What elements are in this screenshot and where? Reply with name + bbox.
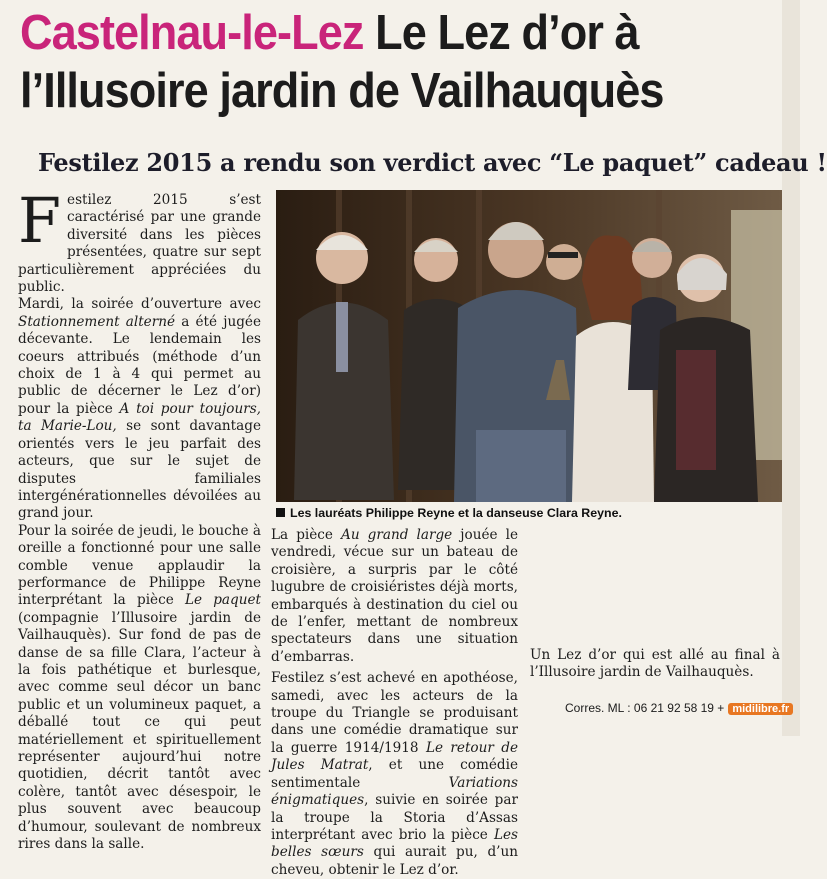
- midilibre-logo: midilibre.fr: [728, 703, 793, 715]
- credit-label: Corres. ML : 06 21 92 58 19 +: [565, 701, 725, 715]
- correspondent-credit: [565, 701, 793, 715]
- drop-cap: F: [18, 184, 62, 257]
- photo-caption: Les lauréats Philippe Reyne et la danseuse Clara Reyne.: [276, 506, 782, 520]
- paragraph-2: Mardi, la soirée d’ouverture avec Stationnement alterné a été jugée décevante. Le lendemain les coeurs attribués (méthode d’un choix de 1 à 4 qui permet au public de décerner le Lez d’or) pour la pièce A toi pour toujours, ta Marie-Lou, se sont davantage orientés vers le jeu parfait des acteurs, que sur le sujet de disputes familiales intergénérationnelles dévoilées au grand jour.: [18, 296, 262, 522]
- article-column-3: [530, 527, 780, 682]
- headline: [20, 4, 728, 120]
- headline-line2: l’Illusoire jardin de Vailhauquès: [20, 64, 664, 118]
- adjacent-page-edge: [782, 0, 800, 736]
- paragraph-6: Un Lez d’or qui est allé au final à l’Illusoire jardin de Vailhauquès.: [530, 647, 780, 681]
- paragraph-4: La pièce Au grand large jouée le vendredi, vécue sur un bateau de croisière, a surpris par le côté lugubre de croisiéristes déjà morts, embarqués à destination du ciel ou de l’enfer, mettant de nombreux spectateurs dans une situation d’embarras.: [271, 527, 518, 665]
- paragraph-5: Festilez s’est achevé en apothéose, samedi, avec les acteurs de la troupe du Triangle se produisant dans une comédie dramatique sur la guerre 1914/1918 Le retour de Jules Matrat, et une comédie sentimentale Variations énigmatiques, suivie en soirée par la troupe la Storia d’Assas interprétant avec brio la pièce Les belles sœurs qui aurait pu, d’un cheveu, obtenir le Lez d’or.: [271, 670, 519, 878]
- caption-square-icon: [276, 508, 285, 517]
- paragraph-1: Festilez 2015 s’est caractérisé par une grande diversité dans les pièces présentées, quatre sur sept particulièrement appréciées du public.: [18, 184, 261, 296]
- photo-laureates: [276, 190, 782, 502]
- headline-line1: Le Lez d’or à: [363, 6, 639, 60]
- article-column-2: [271, 527, 518, 879]
- paragraph-3: Pour la soirée de jeudi, le bouche à oreille a fonctionné pour une salle comble venue applaudir la performance de Philippe Reyne interprétant la pièce Le paquet (compagnie l’Illusoire jardin de Vailhauquès). Sur fond de pas de danse de sa fille Clara, l’acteur à la fois pathétique et burlesque, avec comme seul décor un banc public et un volumineux paquet, a déballé tout ce qui peut matériellement et spirituellement représenter aujourd’hui notre quotidien, décrit tantôt avec colère, tantôt avec désespoir, le plus souvent avec beaucoup d’humour, soulevant de nombreux rires dans la salle.: [18, 522, 261, 853]
- article-column-1: [18, 184, 262, 853]
- headline-kicker: Castelnau-le-Lez: [20, 6, 364, 60]
- group-photo-illustration: [276, 190, 782, 502]
- subheadline: Festilez 2015 a rendu son verdict avec “Le paquet” cadeau !: [38, 148, 827, 177]
